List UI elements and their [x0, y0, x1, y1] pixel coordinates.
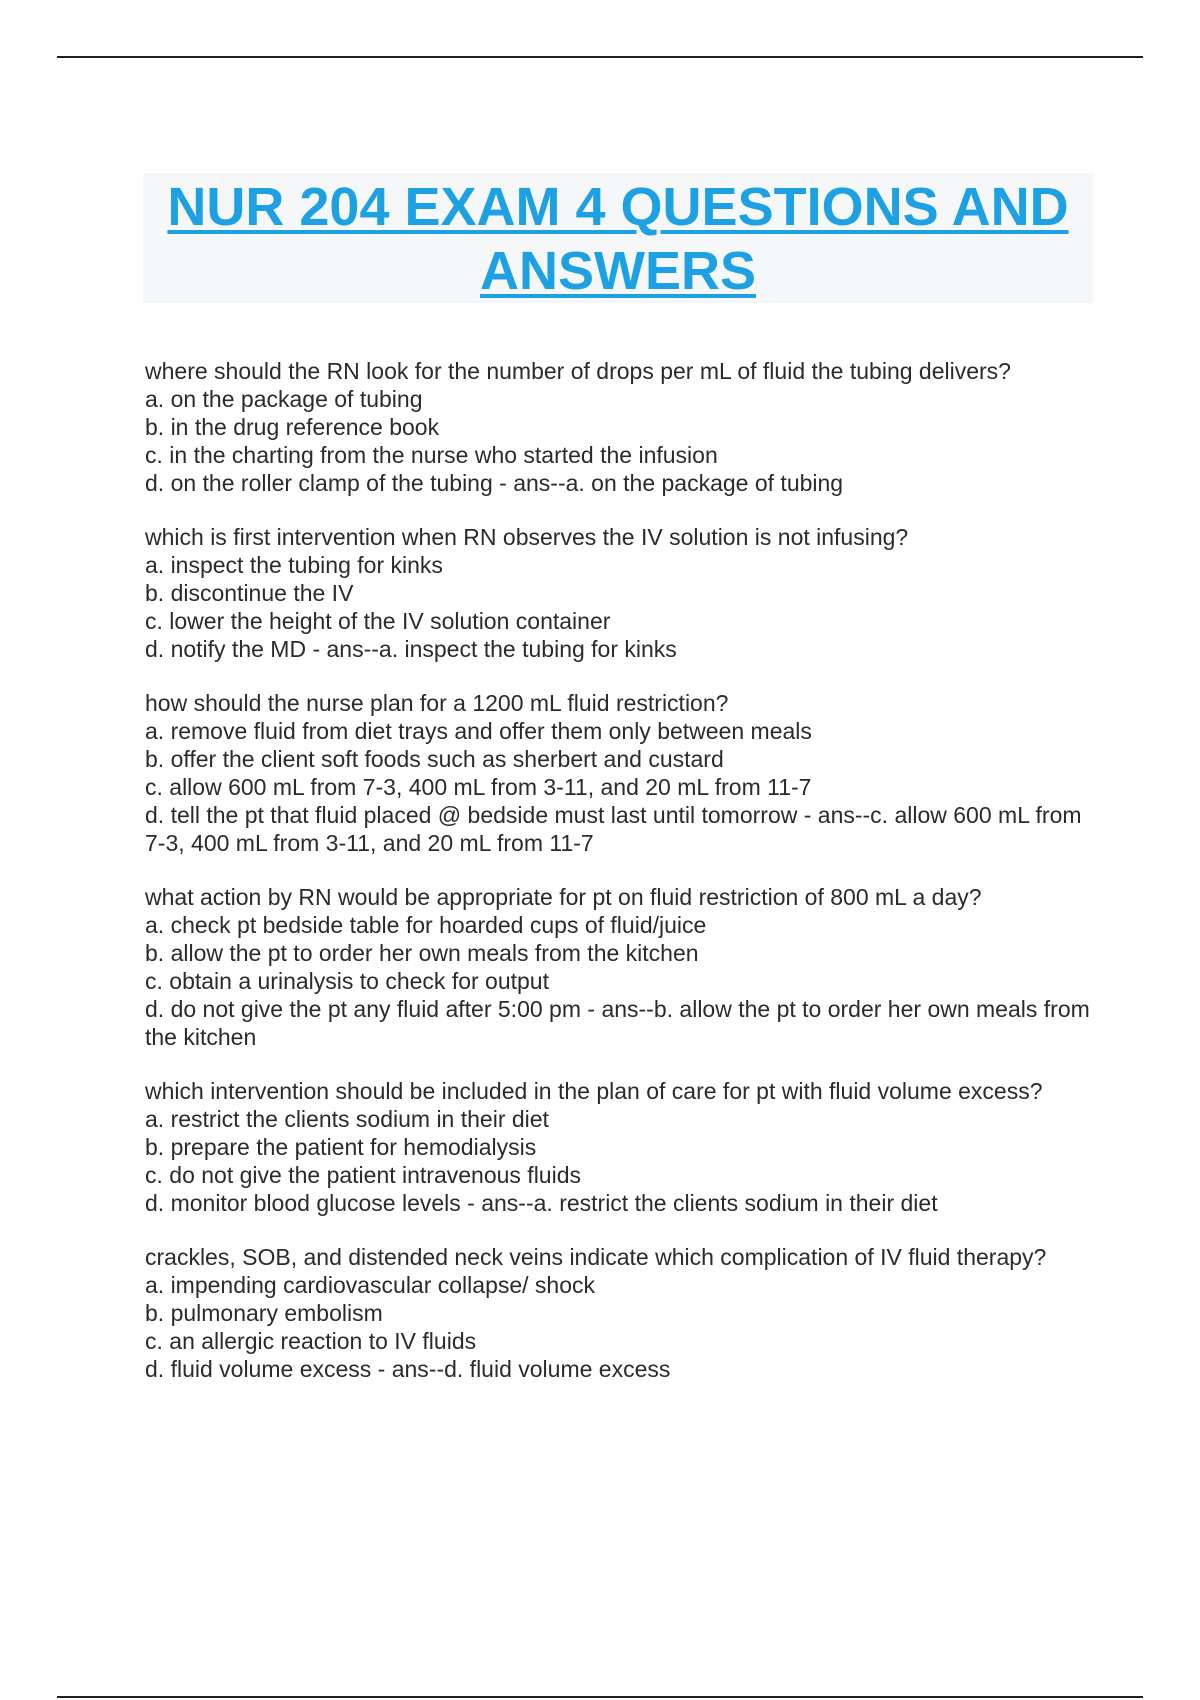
question-block	[145, 357, 1090, 497]
question-list	[145, 357, 1090, 1409]
option-c: c. in the charting from the nurse who started the infusion	[145, 442, 718, 468]
question-text: where should the RN look for the number of drops per mL of fluid the tubing delivers?	[145, 358, 1011, 384]
option-b: b. allow the pt to order her own meals from the kitchen	[145, 940, 699, 966]
option-a: a. remove fluid from diet trays and offer them only between meals	[145, 718, 812, 744]
option-a: a. restrict the clients sodium in their diet	[145, 1106, 549, 1132]
question-text: which intervention should be included in the plan of care for pt with fluid volume excess?	[145, 1078, 1043, 1104]
top-rule	[57, 56, 1143, 58]
option-d-answer: d. tell the pt that fluid placed @ bedside must last until tomorrow - ans--c. allow 600 mL from 7-3, 400 mL from 3-11, and 20 mL from 11-7	[145, 802, 1082, 856]
question-text: how should the nurse plan for a 1200 mL fluid restriction?	[145, 690, 729, 716]
option-d-answer: d. do not give the pt any fluid after 5:00 pm - ans--b. allow the pt to order her own meals from the kitchen	[145, 996, 1090, 1050]
question-block	[145, 523, 1090, 663]
question-block	[145, 883, 1090, 1051]
question-text: crackles, SOB, and distended neck veins indicate which complication of IV fluid therapy?	[145, 1244, 1047, 1270]
option-a: a. impending cardiovascular collapse/ shock	[145, 1272, 596, 1298]
option-b: b. offer the client soft foods such as sherbert and custard	[145, 746, 724, 772]
option-d-answer: d. monitor blood glucose levels - ans--a. restrict the clients sodium in their diet	[145, 1190, 938, 1216]
option-b: b. prepare the patient for hemodialysis	[145, 1134, 537, 1160]
question-block	[145, 1243, 1090, 1383]
option-c: c. an allergic reaction to IV fluids	[145, 1328, 477, 1354]
option-a: a. on the package of tubing	[145, 386, 423, 412]
option-c: c. lower the height of the IV solution container	[145, 608, 611, 634]
option-a: a. check pt bedside table for hoarded cups of fluid/juice	[145, 912, 707, 938]
question-block	[145, 689, 1090, 857]
option-c: c. do not give the patient intravenous fluids	[145, 1162, 582, 1188]
option-b: b. pulmonary embolism	[145, 1300, 383, 1326]
option-b: b. in the drug reference book	[145, 414, 440, 440]
option-d-answer: d. notify the MD - ans--a. inspect the tubing for kinks	[145, 636, 677, 662]
option-d-answer: d. fluid volume excess - ans--d. fluid volume excess	[145, 1356, 671, 1382]
option-b: b. discontinue the IV	[145, 580, 354, 606]
question-block	[145, 1077, 1090, 1217]
title-banner	[143, 173, 1093, 303]
option-a: a. inspect the tubing for kinks	[145, 552, 443, 578]
bottom-rule	[57, 1696, 1143, 1698]
option-d-answer: d. on the roller clamp of the tubing - ans--a. on the package of tubing	[145, 470, 844, 496]
question-text: what action by RN would be appropriate for pt on fluid restriction of 800 mL a day?	[145, 884, 982, 910]
option-c: c. allow 600 mL from 7-3, 400 mL from 3-11, and 20 mL from 11-7	[145, 774, 812, 800]
option-c: c. obtain a urinalysis to check for output	[145, 968, 549, 994]
question-text: which is first intervention when RN observes the IV solution is not infusing?	[145, 524, 909, 550]
document-title: NUR 204 EXAM 4 QUESTIONS AND ANSWERS	[167, 177, 1069, 301]
